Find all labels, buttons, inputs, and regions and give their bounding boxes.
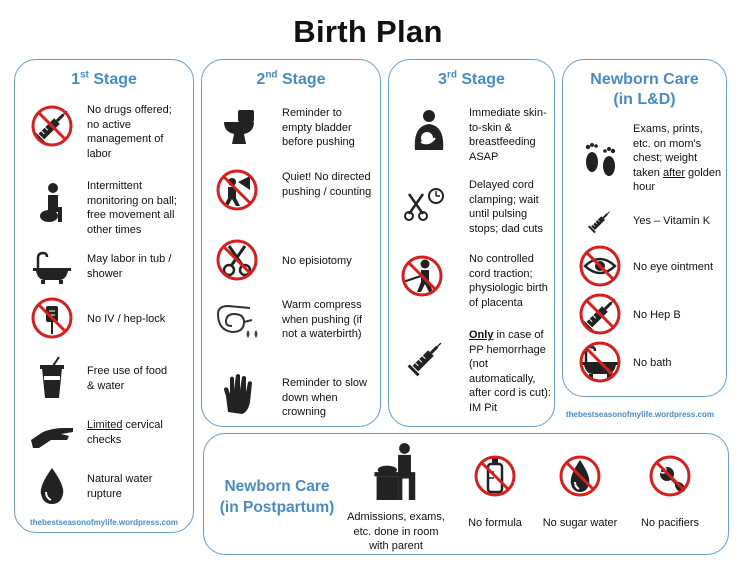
syringe-prohibited-icon xyxy=(577,292,623,336)
toilet-icon xyxy=(216,104,262,148)
iv-bag-prohibited-icon xyxy=(29,296,75,340)
gloved-hand-icon xyxy=(29,412,75,456)
pulling-prohibited-icon xyxy=(399,254,445,298)
pacifier-prohibited-icon xyxy=(647,454,693,498)
hand-stop-icon xyxy=(216,372,262,416)
syringe-prohibited-icon xyxy=(29,104,75,148)
sugar-drop-prohibited-icon xyxy=(557,454,603,498)
breastfeeding-icon xyxy=(405,108,451,152)
water-drop-icon xyxy=(29,464,75,508)
drink-cup-icon xyxy=(29,356,75,400)
page-title: Birth Plan xyxy=(293,14,443,49)
stage3-panel: 3rd Stage Immediate skin-to-skin & breastfeeding ASAP Delayed cord clamping; wait until pulsing stops; dad cuts No controlled cord traction; physiologic birth of placenta Only in case of PP hemorrhage (not automatically, after cord is cut): IM Pit xyxy=(388,59,555,427)
newborn-ld-panel: Newborn Care (in L&D) Exams, prints, etc. on mom's chest; weight taken after golden hour Yes – Vitamin K No eye ointment No Hep B No bath xyxy=(562,59,727,397)
newborn-ld-heading: Newborn Care (in L&D) xyxy=(590,71,699,108)
bathtub-icon xyxy=(29,246,75,290)
syringe-icon xyxy=(403,336,449,380)
bathtub-prohibited-icon xyxy=(577,340,623,384)
eye-prohibited-icon xyxy=(577,244,623,288)
stage3-heading: 3rd Stage xyxy=(438,69,505,88)
changing-table-icon xyxy=(372,442,422,500)
scissors-clock-icon xyxy=(403,180,449,224)
syringe-small-icon xyxy=(577,200,623,244)
ball-sitting-icon xyxy=(29,180,75,224)
megaphone-prohibited-icon xyxy=(214,168,260,212)
newborn-pp-heading: Newborn Care (in Postpartum) xyxy=(219,478,335,516)
footer-credit: thebestseasonofmylife.wordpress.com xyxy=(566,410,715,419)
stage2-heading: 2nd Stage xyxy=(256,69,326,88)
baby-feet-icon xyxy=(577,136,623,180)
stage1-panel: 1st Stage No drugs offered; no active management of labor Intermittent monitoring on ball; free movement all other times May labor in tub / shower No IV / hep-lock Free use of food & water Limited cervical checks Natural water rupture xyxy=(14,59,194,533)
bottle-prohibited-icon xyxy=(472,454,518,498)
stage2-panel: 2nd Stage Reminder to empty bladder before pushing Quiet! No directed pushing / counting No episiotomy Warm compress when pushing (if not a waterbirth) Reminder to slow down when crowning xyxy=(201,59,381,427)
newborn-pp-panel: Newborn Care (in Postpartum) Admissions, exams, etc. done in room with parent No formula No sugar water No pacifiers xyxy=(203,433,729,555)
scissors-prohibited-icon xyxy=(214,238,260,282)
warm-towel-icon xyxy=(214,300,260,344)
stage1-heading: 1st Stage xyxy=(71,69,137,88)
footer-credit: thebestseasonofmylife.wordpress.com xyxy=(30,518,179,527)
